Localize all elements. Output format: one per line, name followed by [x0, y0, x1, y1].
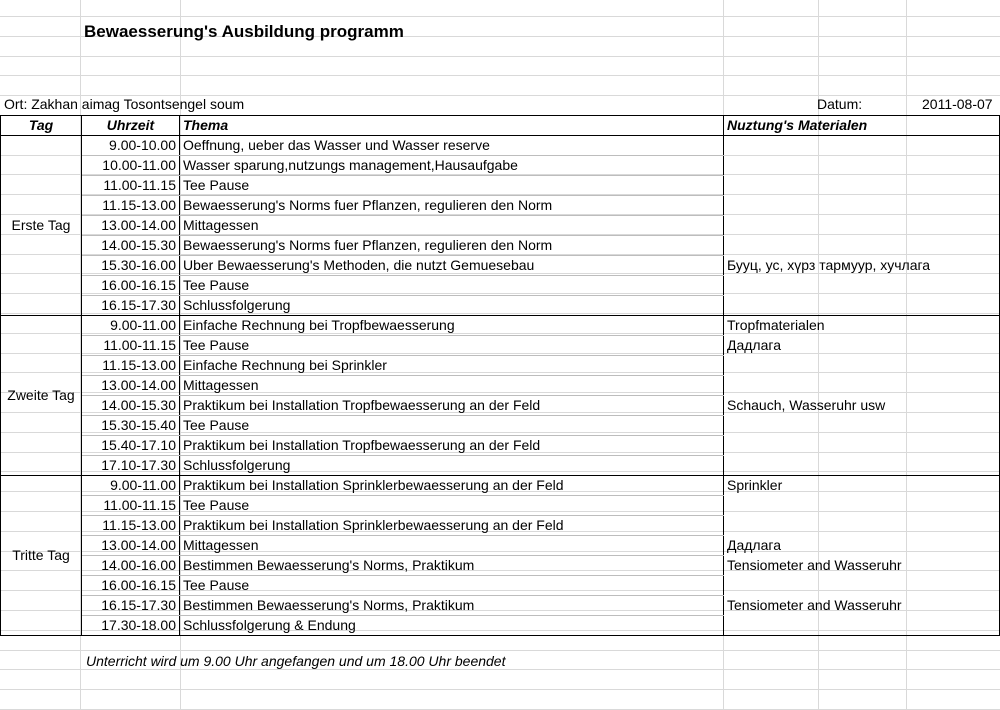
material-cell: [724, 416, 1000, 436]
time-cell: 11.15-13.00: [82, 196, 180, 216]
topic-cell: Praktikum bei Installation Sprinklerbewaesserung an der Feld: [180, 516, 724, 536]
material-cell: [724, 196, 1000, 216]
topic-cell: Tee Pause: [180, 416, 724, 436]
topic-cell: Mittagessen: [180, 376, 724, 396]
time-cell: 15.30-15.40: [82, 416, 180, 436]
table-row: [1, 416, 1000, 436]
header-uhrzeit: Uhrzeit: [82, 116, 180, 136]
table-row: [1, 396, 1000, 416]
time-cell: 13.00-14.00: [82, 216, 180, 236]
material-cell: Tensiometer and Wasseruhr: [724, 556, 1000, 576]
time-cell: 15.30-16.00: [82, 256, 180, 276]
topic-cell: Oeffnung, ueber das Wasser und Wasser reserve: [180, 136, 724, 156]
header-materialen: Nuztung's Materialen: [724, 116, 1000, 136]
page-title: Bewaesserung's Ausbildung programm: [84, 22, 404, 41]
table-row: [1, 316, 1000, 336]
table-row: [1, 556, 1000, 576]
time-cell: 11.00-11.15: [82, 336, 180, 356]
grid-row-line: [0, 689, 1000, 690]
material-cell: [724, 576, 1000, 596]
time-cell: 17.30-18.00: [82, 616, 180, 636]
topic-cell: Bestimmen Bewaesserung's Norms, Praktikum: [180, 596, 724, 616]
topic-cell: Bestimmen Bewaesserung's Norms, Praktikum: [180, 556, 724, 576]
location-text: Ort: Zakhan aimag Tosontsengel soum: [4, 96, 245, 112]
material-cell: [724, 296, 1000, 316]
time-cell: 11.00-11.15: [82, 496, 180, 516]
day-cell: Zweite Tag: [1, 316, 82, 476]
schedule-table: [0, 115, 1000, 636]
time-cell: 16.00-16.15: [82, 276, 180, 296]
table-row: [1, 496, 1000, 516]
time-cell: 11.15-13.00: [82, 356, 180, 376]
table-row: [1, 216, 1000, 236]
day-cell: Erste Tag: [1, 136, 82, 316]
table-row: [1, 616, 1000, 636]
table-row: [1, 436, 1000, 456]
topic-cell: Mittagessen: [180, 536, 724, 556]
time-cell: 16.15-17.30: [82, 596, 180, 616]
material-cell: [724, 276, 1000, 296]
time-cell: 9.00-10.00: [82, 136, 180, 156]
table-row: [1, 516, 1000, 536]
table-row: [1, 176, 1000, 196]
day-cell: Tritte Tag: [1, 476, 82, 636]
table-row: [1, 336, 1000, 356]
schedule-body: [1, 136, 1000, 636]
material-cell: Дадлага: [724, 536, 1000, 556]
table-row: [1, 256, 1000, 276]
table-row: [1, 156, 1000, 176]
table-row: [1, 456, 1000, 476]
table-row: [1, 536, 1000, 556]
table-row: [1, 376, 1000, 396]
table-row: [1, 296, 1000, 316]
table-row: [1, 196, 1000, 216]
material-cell: [724, 456, 1000, 476]
date-value: 2011-08-07: [922, 96, 993, 112]
topic-cell: Schlussfolgerung: [180, 296, 724, 316]
time-cell: 13.00-14.00: [82, 376, 180, 396]
material-cell: Дадлага: [724, 336, 1000, 356]
material-cell: Бууц, ус, хүрз тармуур, хучлага: [724, 256, 1000, 276]
topic-cell: Tee Pause: [180, 336, 724, 356]
time-cell: 14.00-15.30: [82, 396, 180, 416]
time-cell: 15.40-17.10: [82, 436, 180, 456]
table-row: [1, 276, 1000, 296]
footer-note: Unterricht wird um 9.00 Uhr angefangen und um 18.00 Uhr beendet: [86, 653, 506, 669]
grid-row-line: [0, 75, 1000, 76]
topic-cell: Praktikum bei Installation Sprinklerbewaesserung an der Feld: [180, 476, 724, 496]
material-cell: [724, 436, 1000, 456]
topic-cell: Einfache Rechnung bei Tropfbewaesserung: [180, 316, 724, 336]
material-cell: [724, 616, 1000, 636]
topic-cell: Praktikum bei Installation Tropfbewaesserung an der Feld: [180, 436, 724, 456]
time-cell: 14.00-15.30: [82, 236, 180, 256]
time-cell: 9.00-11.00: [82, 316, 180, 336]
topic-cell: Wasser sparung,nutzungs management,Hausaufgabe: [180, 156, 724, 176]
material-cell: Sprinkler: [724, 476, 1000, 496]
material-cell: [724, 516, 1000, 536]
header-tag: Tag: [1, 116, 82, 136]
table-row: [1, 236, 1000, 256]
topic-cell: Tee Pause: [180, 176, 724, 196]
material-cell: [724, 376, 1000, 396]
material-cell: [724, 356, 1000, 376]
table-row: [1, 596, 1000, 616]
time-cell: 16.15-17.30: [82, 296, 180, 316]
topic-cell: Bewaesserung's Norms fuer Pflanzen, regulieren den Norm: [180, 236, 724, 256]
material-cell: Tropfmaterialen: [724, 316, 1000, 336]
topic-cell: Tee Pause: [180, 276, 724, 296]
table-row: [1, 476, 1000, 496]
table-row: [1, 576, 1000, 596]
time-cell: 16.00-16.15: [82, 576, 180, 596]
time-cell: 13.00-14.00: [82, 536, 180, 556]
header-row: [1, 116, 1000, 136]
material-cell: [724, 236, 1000, 256]
material-cell: [724, 176, 1000, 196]
time-cell: 10.00-11.00: [82, 156, 180, 176]
material-cell: Schauch, Wasseruhr usw: [724, 396, 1000, 416]
grid-row-line: [0, 16, 1000, 17]
material-cell: [724, 136, 1000, 156]
time-cell: 17.10-17.30: [82, 456, 180, 476]
time-cell: 9.00-11.00: [82, 476, 180, 496]
topic-cell: Praktikum bei Installation Tropfbewaesserung an der Feld: [180, 396, 724, 416]
time-cell: 11.15-13.00: [82, 516, 180, 536]
material-cell: [724, 496, 1000, 516]
topic-cell: Schlussfolgerung & Endung: [180, 616, 724, 636]
topic-cell: Mittagessen: [180, 216, 724, 236]
time-cell: 14.00-16.00: [82, 556, 180, 576]
topic-cell: Einfache Rechnung bei Sprinkler: [180, 356, 724, 376]
date-label: Datum:: [817, 96, 863, 112]
table-row: [1, 356, 1000, 376]
material-cell: [724, 216, 1000, 236]
topic-cell: Uber Bewaesserung's Methoden, die nutzt Gemuesebau: [180, 256, 724, 276]
topic-cell: Tee Pause: [180, 496, 724, 516]
time-cell: 11.00-11.15: [82, 176, 180, 196]
grid-row-line: [0, 56, 1000, 57]
topic-cell: Schlussfolgerung: [180, 456, 724, 476]
material-cell: Tensiometer and Wasseruhr: [724, 596, 1000, 616]
topic-cell: Bewaesserung's Norms fuer Pflanzen, regulieren den Norm: [180, 196, 724, 216]
table-row: [1, 136, 1000, 156]
topic-cell: Tee Pause: [180, 576, 724, 596]
material-cell: [724, 156, 1000, 176]
header-thema: Thema: [180, 116, 724, 136]
